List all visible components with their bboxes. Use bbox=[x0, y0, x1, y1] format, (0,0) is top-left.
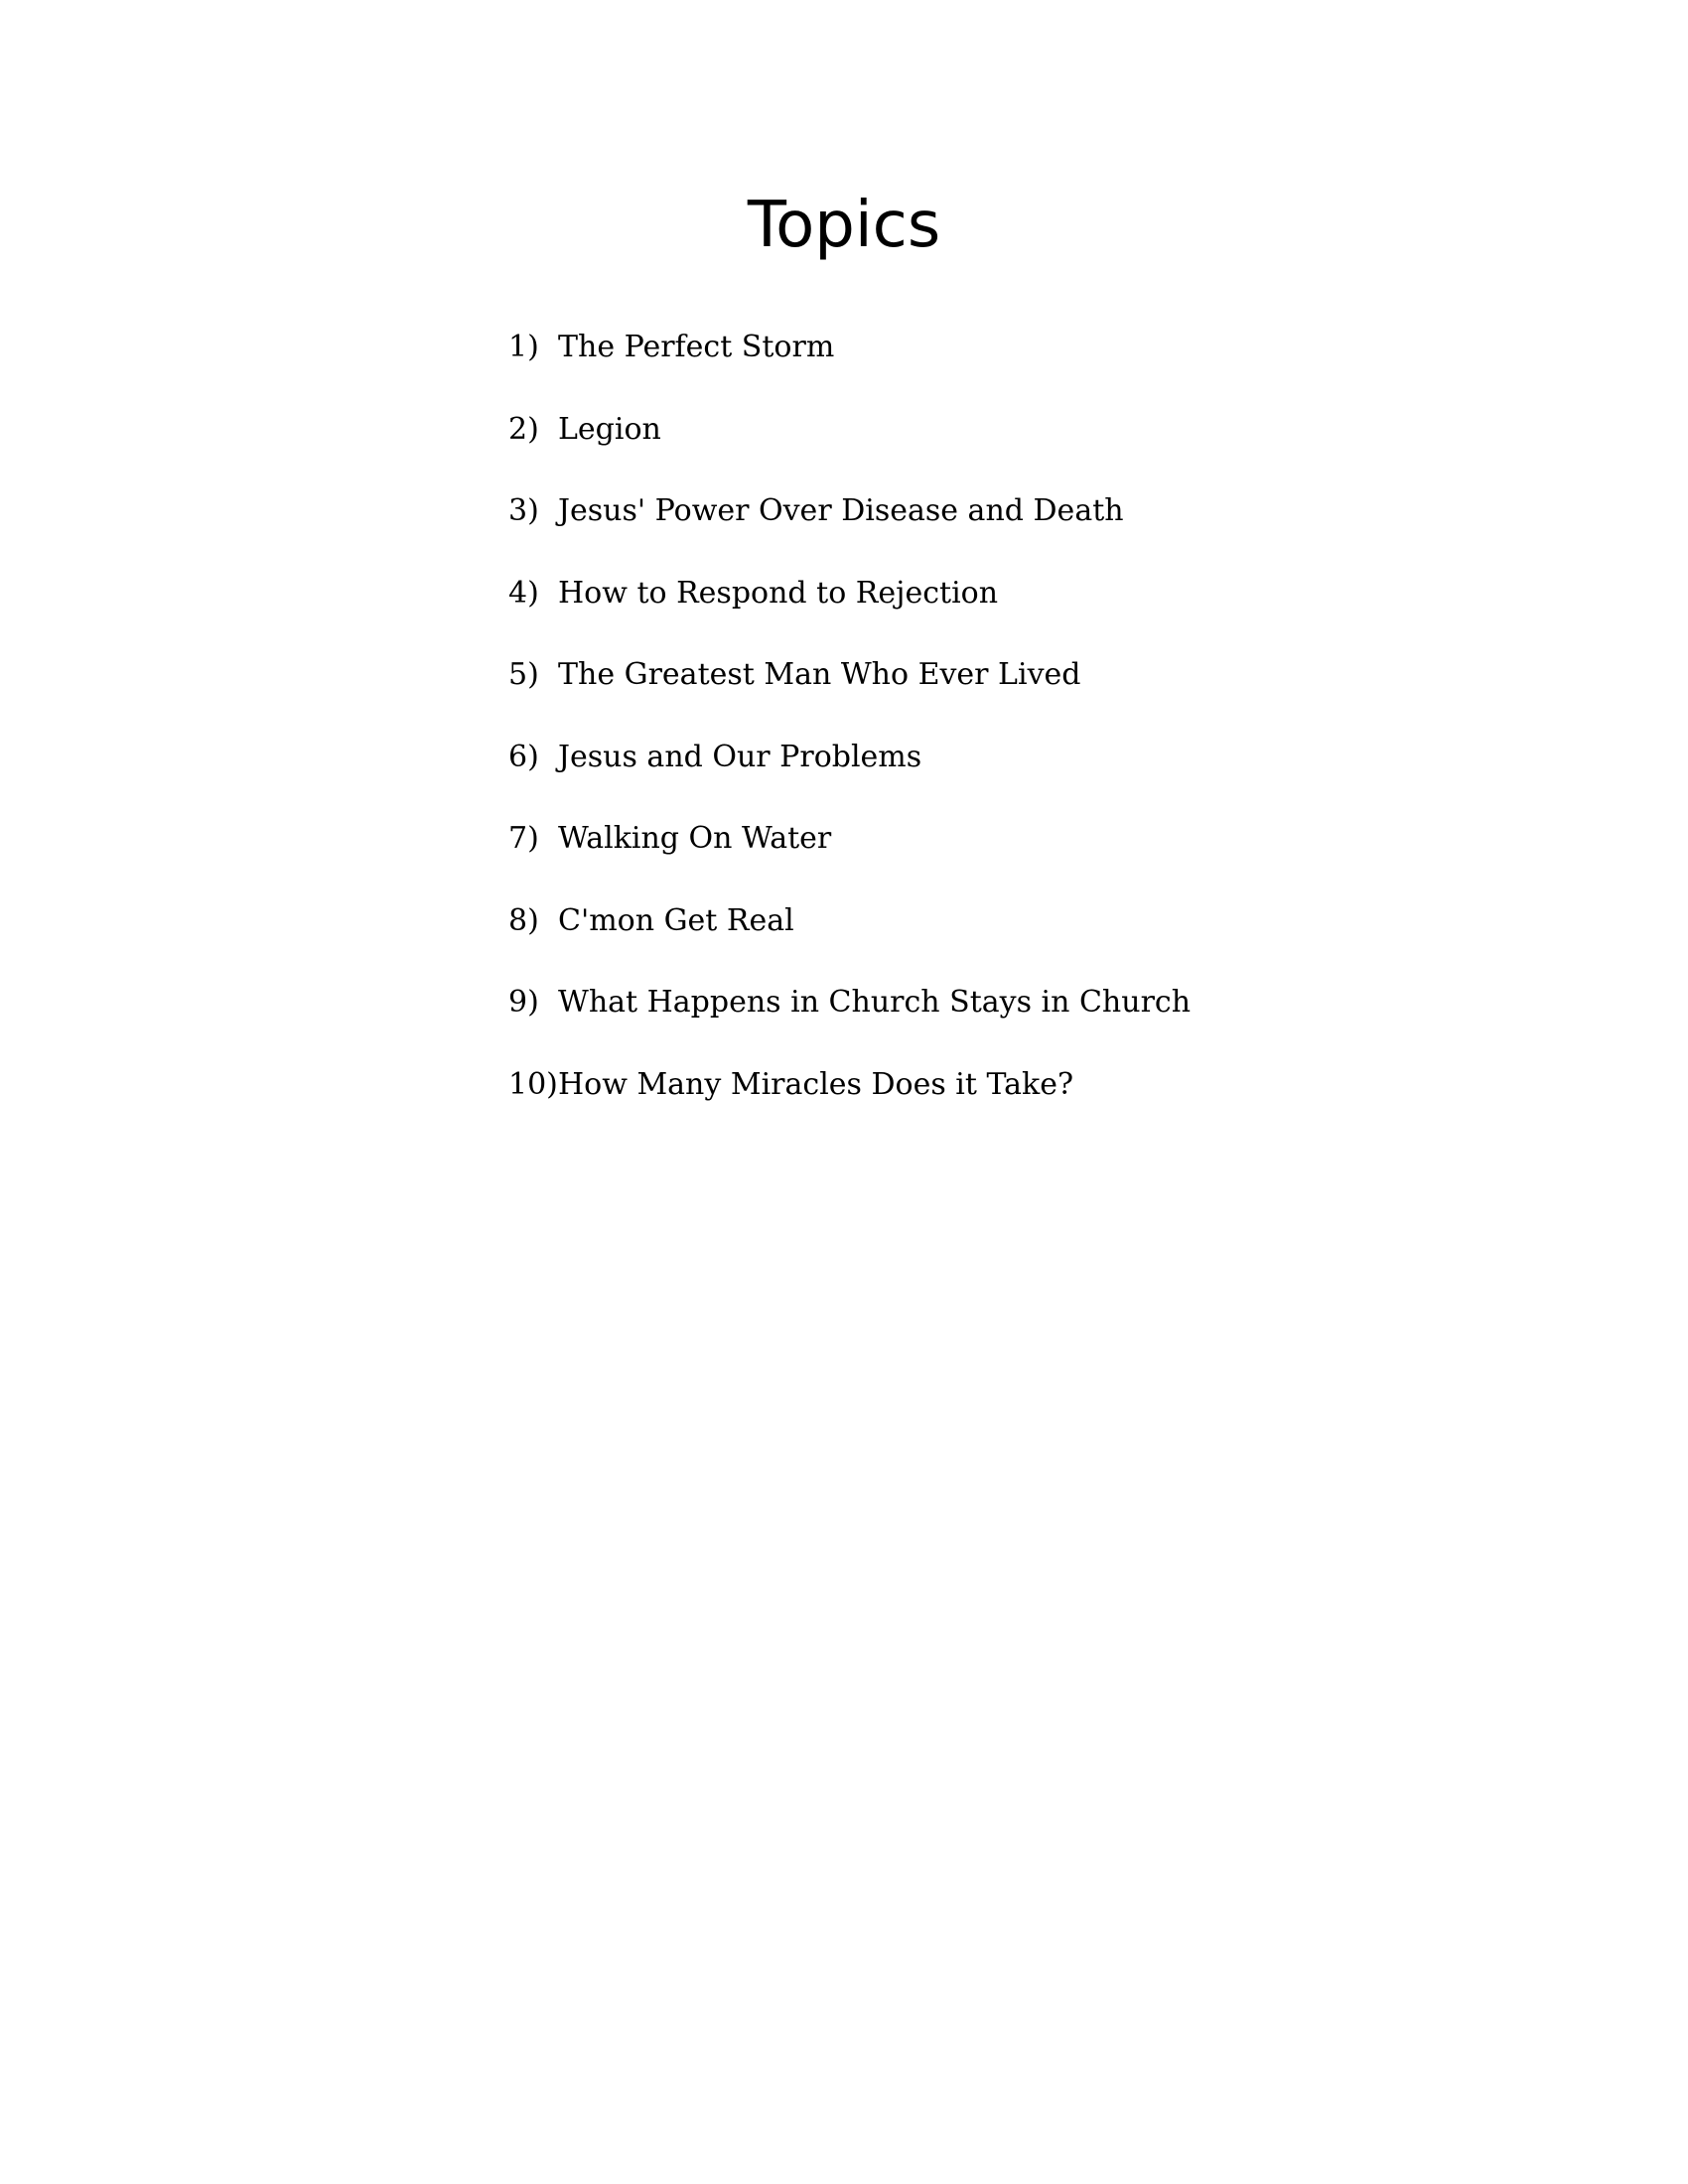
topic-number: 10) bbox=[508, 1066, 558, 1102]
topic-number: 9) bbox=[508, 985, 539, 1020]
topic-title: How Many Miracles Does it Take? bbox=[558, 1066, 1074, 1102]
topic-number: 3) bbox=[508, 493, 539, 528]
list-item bbox=[508, 1067, 1191, 1150]
topic-number: 2) bbox=[508, 411, 539, 447]
topic-title: Walking On Water bbox=[558, 821, 832, 856]
topic-title: The Perfect Storm bbox=[558, 330, 835, 364]
list-item bbox=[508, 493, 1191, 576]
topic-title: Jesus' Power Over Disease and Death bbox=[558, 493, 1124, 528]
list-item bbox=[508, 740, 1191, 822]
topic-number: 7) bbox=[508, 821, 539, 856]
topic-number: 5) bbox=[508, 657, 539, 692]
list-item bbox=[508, 576, 1191, 658]
topic-title: What Happens in Church Stays in Church bbox=[558, 985, 1192, 1020]
topic-number: 6) bbox=[508, 739, 539, 774]
topic-title: C'mon Get Real bbox=[558, 902, 794, 938]
list-item bbox=[508, 412, 1191, 494]
topic-title: How to Respond to Rejection bbox=[558, 575, 999, 611]
topic-title: The Greatest Man Who Ever Lived bbox=[558, 657, 1081, 692]
list-item bbox=[508, 657, 1191, 740]
list-item bbox=[508, 903, 1191, 986]
topic-title: Jesus and Our Problems bbox=[558, 739, 922, 774]
topics-list bbox=[508, 330, 1191, 1149]
topic-number: 8) bbox=[508, 902, 539, 938]
list-item bbox=[508, 330, 1191, 412]
list-item bbox=[508, 821, 1191, 903]
list-item bbox=[508, 985, 1191, 1067]
topic-title: Legion bbox=[558, 411, 661, 447]
topic-number: 1) bbox=[508, 330, 539, 364]
topic-number: 4) bbox=[508, 575, 539, 611]
page-title: Topics bbox=[747, 189, 941, 262]
